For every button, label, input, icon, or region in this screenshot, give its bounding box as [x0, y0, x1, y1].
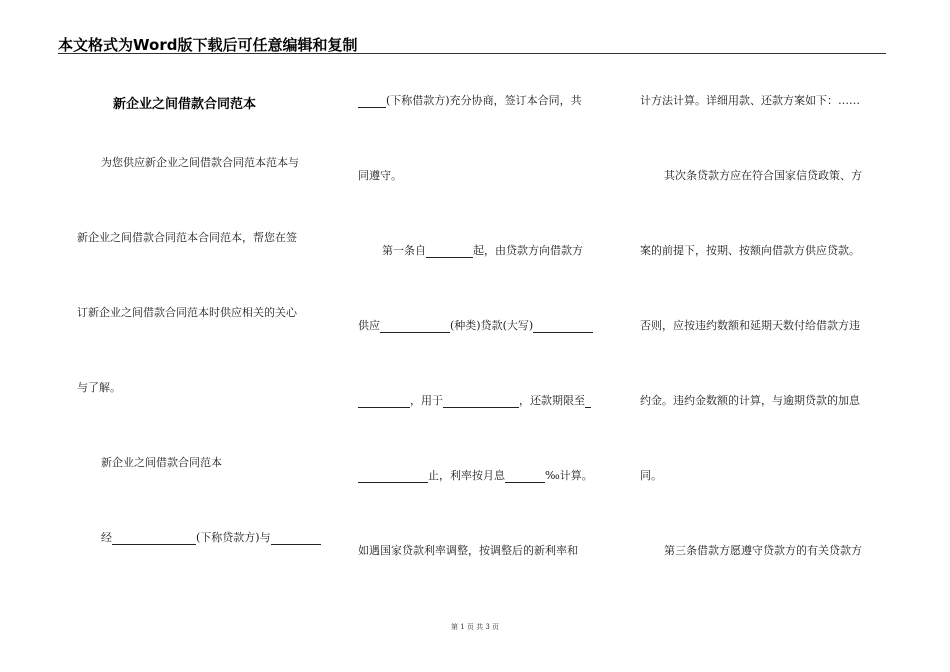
line-text: (种类)贷款(大写) [450, 319, 534, 332]
text-line: 约金。违约金数额的计算，与逾期贷款的加息 [640, 394, 860, 407]
text-line: 新企业之间借款合同范本合同范本，帮您在签 [77, 231, 297, 244]
page-number: 第 1 页 共 3 页 [450, 623, 500, 631]
text-line: 新企业之间借款合同范本 [101, 456, 222, 469]
line-text: 起，由贷款方向借款方 [473, 244, 583, 257]
fill-in-blank[interactable] [112, 532, 196, 545]
text-line: 否则，应按违约数额和延期天数付给借款方违 [640, 319, 860, 332]
line-text: ，用于 [410, 394, 443, 407]
fill-in-blank[interactable] [533, 320, 593, 333]
fill-in-blank[interactable] [505, 470, 545, 483]
text-line: 其次条贷款方应在符合国家信贷政策、方 [664, 169, 862, 182]
text-line [358, 92, 582, 108]
text-line: 案的前提下，按期、按额向借款方供应贷款。 [640, 244, 860, 257]
text-line [358, 467, 593, 483]
fill-in-blank[interactable] [380, 320, 450, 333]
text-line [358, 392, 591, 408]
line-text: 止，利率按月息 [428, 469, 505, 482]
fill-in-blank[interactable] [358, 395, 410, 408]
line-text: 经 [101, 531, 112, 544]
fill-in-blank[interactable] [426, 245, 473, 258]
text-line: 计方法计算。详细用款、还款方案如下：…… [640, 94, 860, 107]
line-text: 供应 [358, 319, 380, 332]
text-line: 为您供应新企业之间借款合同范本范本与 [101, 156, 299, 169]
line-text: (下称借款方)充分协商，签订本合同，共 [386, 94, 582, 107]
text-line: 订新企业之间借款合同范本时供应相关的关心 [77, 306, 297, 319]
line-text: 第一条自 [382, 244, 426, 257]
line-text: (下称贷款方)与 [196, 531, 271, 544]
document-title: 新企业之间借款合同范本 [113, 97, 257, 112]
text-line: 如遇国家贷款利率调整，按调整后的新利率和 [358, 544, 578, 557]
text-line [101, 529, 321, 545]
fill-in-blank[interactable] [585, 395, 591, 408]
document-banner: 本文格式为Word版下载后可任意编辑和复制 [58, 36, 358, 54]
text-line: 与了解。 [77, 381, 121, 394]
fill-in-blank[interactable] [443, 395, 519, 408]
text-line: 同遵守。 [358, 169, 402, 182]
fill-in-blank[interactable] [358, 470, 428, 483]
fill-in-blank[interactable] [358, 95, 386, 108]
text-line: 第三条借款方愿遵守贷款方的有关贷款方 [664, 544, 862, 557]
line-text: ，还款期限至 [519, 394, 585, 407]
header-rule [58, 53, 886, 54]
fill-in-blank[interactable] [271, 532, 321, 545]
text-line: 同。 [640, 469, 662, 482]
line-text: ‰计算。 [545, 469, 593, 482]
text-line [358, 317, 593, 333]
text-line [382, 242, 583, 258]
